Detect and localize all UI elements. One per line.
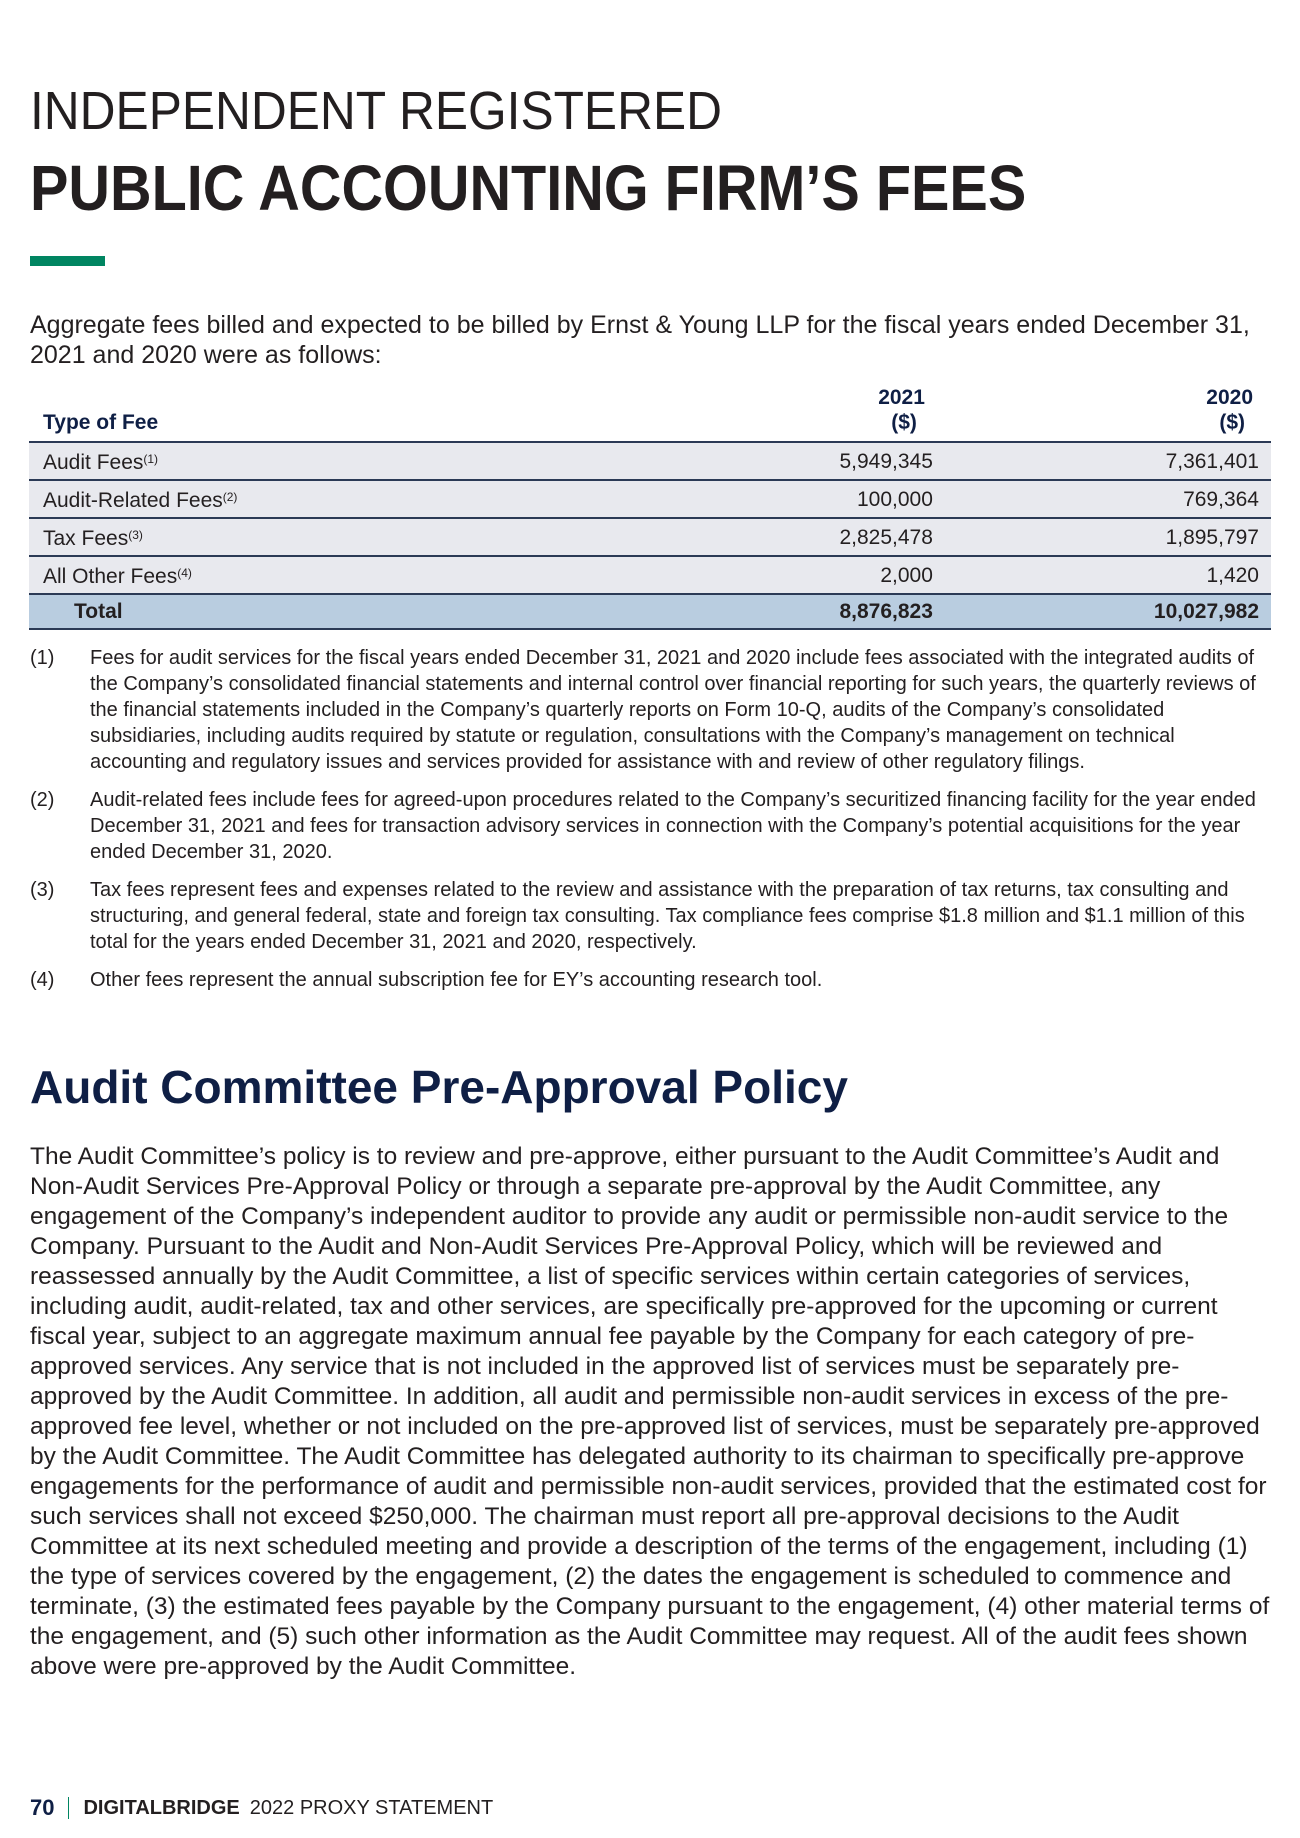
footnote-number: (4)	[30, 969, 55, 991]
column-header-2021	[749, 385, 973, 442]
section-heading: Audit Committee Pre-Approval Policy	[30, 1061, 848, 1113]
total-2021: 8,876,823	[749, 594, 973, 629]
footnote	[30, 645, 1270, 775]
column-unit: ($)	[1219, 411, 1245, 434]
column-header-type: Type of Fee	[43, 411, 159, 434]
footnote-ref: (1)	[143, 452, 159, 466]
fee-type: All Other Fees$^{(4)}$	[29, 556, 749, 594]
value-2020: 7,361,401	[973, 442, 1271, 480]
footnote-ref: (3)	[128, 528, 143, 542]
table-row	[29, 556, 1271, 594]
total-label: Total	[29, 594, 749, 629]
footer-divider	[68, 1797, 69, 1819]
footnote-number: (3)	[30, 879, 55, 901]
column-header-2020	[973, 385, 1271, 442]
footer-brand: DIGITALBRIDGE	[83, 1797, 240, 1819]
footnote-number: (2)	[30, 789, 55, 811]
value-2020: 1,895,797	[973, 518, 1271, 556]
footnote-text: Fees for audit services for the fiscal years ended December 31, 2021 and 2020 include fees associated with the integrated audits of the Company’s consolidated financial statements and internal control over financial reporting for such years, the quarterly reviews of the financial statements included in the Company’s quarterly reports on Form 10-Q, audits of the Company’s consolidated subsidiaries, including audits required by statute or regulation, consultations with the Company’s management on technical accounting and regulatory issues and services provided for assistance with and review of other regulatory filings.	[90, 647, 1256, 773]
value-2021: 100,000	[749, 480, 973, 518]
table-row	[29, 442, 1271, 480]
footnote-text: Other fees represent the annual subscription fee for EY’s accounting research tool.	[90, 969, 823, 991]
page-title-line2: PUBLIC ACCOUNTING FIRM’S FEES	[30, 152, 1027, 224]
footnote	[30, 877, 1270, 955]
value-2021: 2,825,478	[749, 518, 973, 556]
footnote-ref: (2)	[222, 490, 238, 504]
table-row	[29, 518, 1271, 556]
column-unit: ($)	[891, 411, 917, 434]
footnote-text: Audit-related fees include fees for agreed-upon procedures related to the Company’s securitized financing facility for the year ended December 31, 2021 and fees for transaction advisory services in connection with the Company’s potential acquisitions for the year ended December 31, 2020.	[90, 789, 1256, 863]
table-row	[29, 480, 1271, 518]
fee-type: Audit Fees$^{(1)}$	[29, 442, 749, 480]
footnote-number: (1)	[30, 647, 55, 669]
value-2020: 1,420	[973, 556, 1271, 594]
footer-doc-title: 2022 PROXY STATEMENT	[249, 1797, 494, 1819]
policy-paragraph: The Audit Committee’s policy is to review and pre-approve, either pursuant to the Audit Committee’s Audit and Non-Audit Services Pre-Approval Policy or through a separate pre-approval by the Audit Committee, any engagement of the Company’s independent auditor to provide any audit or permissible non-audit service to the Company. Pursuant to the Audit and Non-Audit Services Pre-Approval Policy, which will be reviewed and reassessed annually by the Audit Committee, a list of specific services within certain categories of services, including audit, audit-related, tax and other services, are specifically pre-approved for the upcoming or current fiscal year, subject to an aggregate maximum annual fee payable by the Company for each category of pre-approved services. Any service that is not included in the approved list of services must be separately pre-approved by the Audit Committee. In addition, all audit and permissible non-audit services in excess of the pre-approved fee level, whether or not included on the pre-approved list of services, must be separately pre-approved by the Audit Committee. The Audit Committee has delegated authority to its chairman to specifically pre-approve engagements for the performance of audit and permissible non-audit services, provided that the estimated cost for such services shall not exceed $250,000. The chairman must report all pre-approval decisions to the Audit Committee at its next scheduled meeting and provide a description of the terms of the engagement, including (1) the type of services covered by the engagement, (2) the dates the engagement is scheduled to commence and terminate, (3) the estimated fees payable by the Company pursuant to the engagement, (4) other material terms of the engagement, and (5) such other information as the Audit Committee may request. All of the audit fees shown above were pre-approved by the Audit Committee.	[30, 1143, 1270, 1680]
footnote	[30, 967, 1270, 993]
value-2021: 2,000	[749, 556, 973, 594]
column-year: 2021	[878, 386, 925, 409]
footnote-text: Tax fees represent fees and expenses related to the review and assistance with the preparation of tax returns, tax consulting and structuring, and general federal, state and foreign tax consulting. Tax compliance fees comprise $1.8 million and $1.1 million of this total for the years ended December 31, 2021 and 2020, respectively.	[90, 879, 1245, 953]
accent-bar	[30, 256, 105, 266]
page-footer	[30, 1795, 493, 1821]
column-year: 2020	[1206, 386, 1253, 409]
fee-type: Audit-Related Fees$^{(2)}$	[29, 480, 749, 518]
value-2020: 769,364	[973, 480, 1271, 518]
fees-table	[29, 385, 1271, 630]
total-2020: 10,027,982	[973, 594, 1271, 629]
footnote-ref: (4)	[177, 566, 192, 580]
footnote	[30, 787, 1270, 865]
footnotes	[30, 645, 1270, 1005]
intro-paragraph: Aggregate fees billed and expected to be billed by Ernst & Young LLP for the fiscal years ended December 31, 2021 and 2020 were as follows:	[30, 311, 1250, 369]
fee-type: Tax Fees$^{(3)}$	[29, 518, 749, 556]
page-title-line1: INDEPENDENT REGISTERED	[30, 81, 722, 141]
table-header-row	[29, 385, 1271, 442]
value-2021: 5,949,345	[749, 442, 973, 480]
page-number: 70	[30, 1795, 55, 1820]
table-total-row	[29, 594, 1271, 629]
